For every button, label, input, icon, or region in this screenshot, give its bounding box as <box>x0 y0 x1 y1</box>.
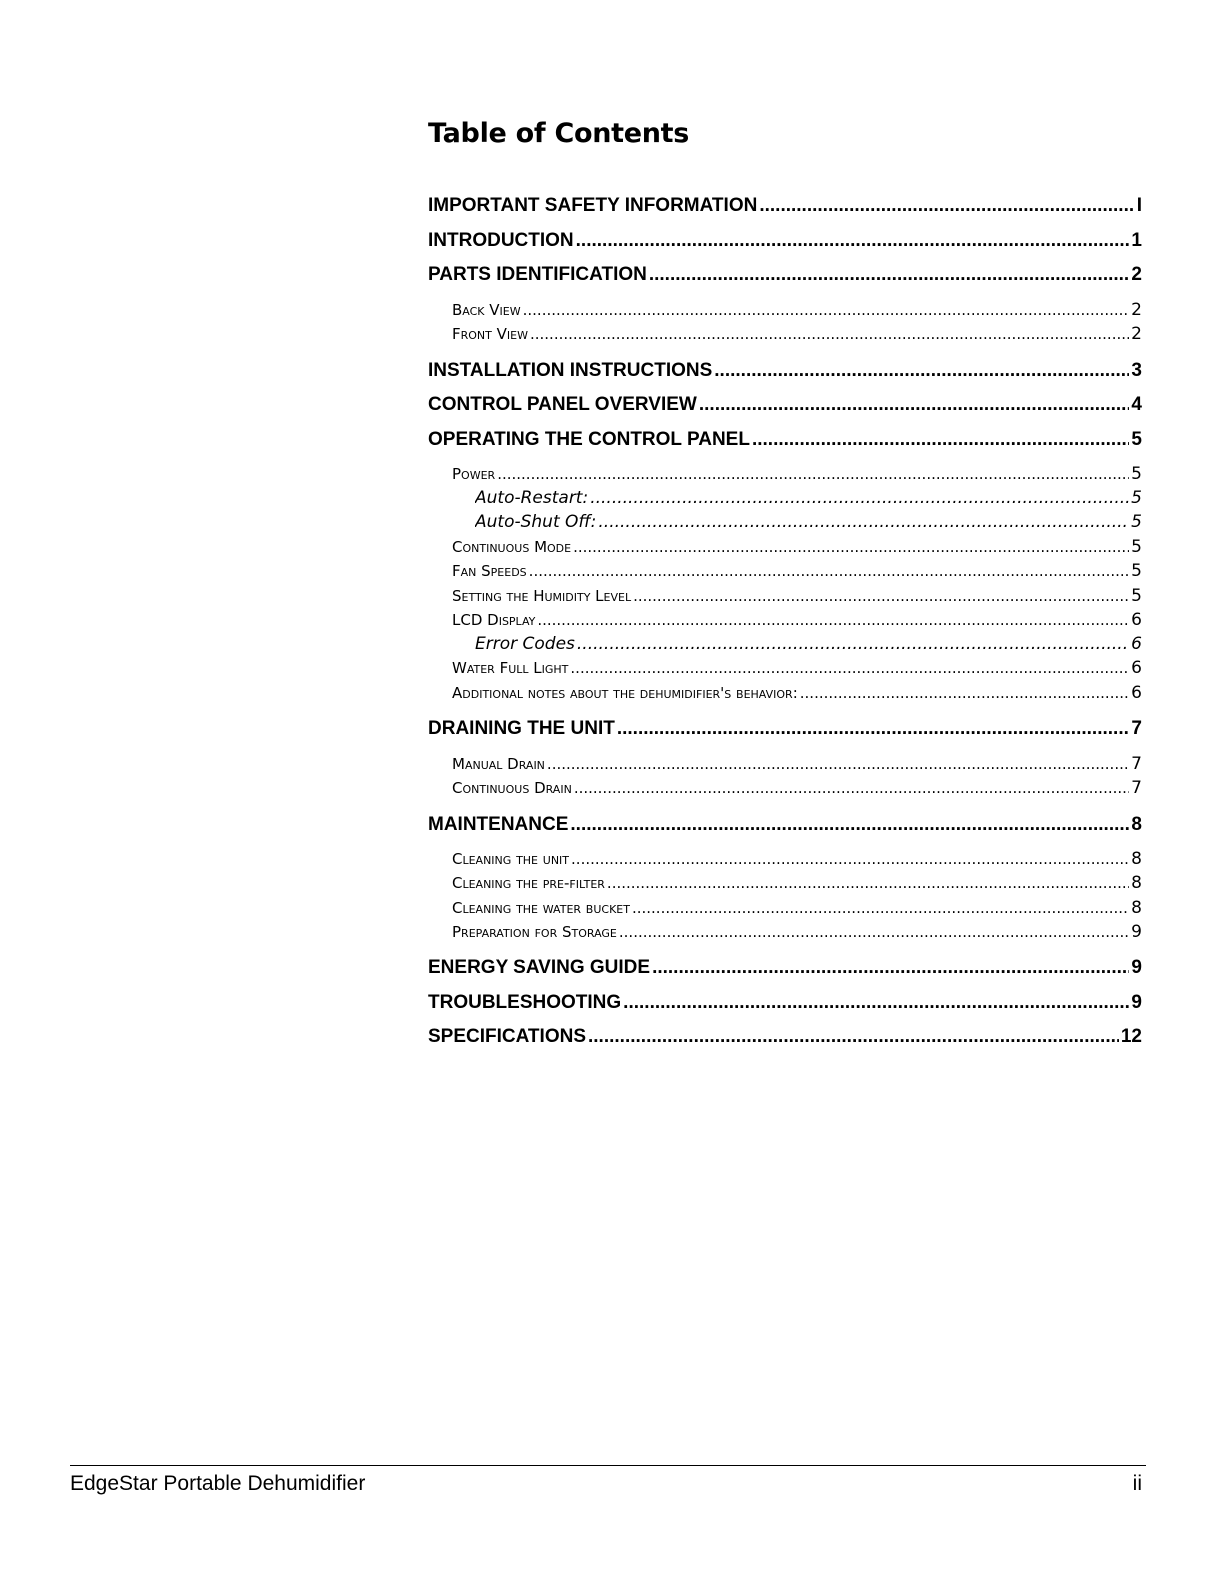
dot-leader <box>590 488 1129 508</box>
toc-entry-label: INSTALLATION INSTRUCTIONS <box>428 360 713 381</box>
dot-leader <box>574 779 1129 797</box>
toc-entry-label: TROUBLESHOOTING <box>428 992 622 1013</box>
dot-leader <box>547 755 1129 773</box>
toc-entry-label: Cleaning the pre-filter <box>452 874 605 892</box>
toc-entry-label: ENERGY SAVING GUIDE <box>428 957 651 978</box>
dot-leader <box>529 562 1130 580</box>
toc-page-number: 7 <box>1131 778 1142 798</box>
toc-entry-label: Cleaning the water bucket <box>452 899 630 917</box>
toc-entry-auto-shut-off[interactable] <box>475 512 1142 534</box>
toc-entry-power[interactable] <box>452 464 1142 486</box>
dot-leader <box>714 360 1129 382</box>
toc-entry-label: Back View <box>452 301 521 319</box>
dot-leader <box>752 429 1129 451</box>
toc-page-number: 7 <box>1131 754 1142 774</box>
dot-leader <box>577 634 1129 654</box>
toc-entry-cleaning-the-pre-filter[interactable] <box>452 873 1142 895</box>
toc-page-number: 1 <box>1131 230 1142 251</box>
toc-entry-introduction[interactable] <box>428 230 1142 254</box>
toc-entry-cleaning-the-unit[interactable] <box>452 849 1142 871</box>
toc-page-number: 5 <box>1131 561 1142 581</box>
toc-entry-setting-the-humidity-level[interactable] <box>452 586 1142 608</box>
toc-page-number: 5 <box>1131 537 1142 557</box>
toc-page-number: 5 <box>1131 464 1142 484</box>
dot-leader <box>588 1026 1119 1048</box>
toc-entry-label: Cleaning the unit <box>452 850 570 868</box>
toc-page-number: 5 <box>1131 512 1142 532</box>
toc-page-number: 5 <box>1131 586 1142 606</box>
toc-entry-control-panel-overview[interactable] <box>428 394 1142 418</box>
toc-entry-specifications[interactable] <box>428 1026 1142 1050</box>
dot-leader <box>632 899 1129 917</box>
dot-leader <box>571 850 1129 868</box>
footer-page-number: ii <box>1132 1472 1142 1495</box>
toc-entry-troubleshooting[interactable] <box>428 992 1142 1016</box>
toc-page-number: 9 <box>1131 992 1142 1013</box>
toc-page-number: 8 <box>1131 849 1142 869</box>
toc-entry-label: Preparation for Storage <box>452 923 617 941</box>
dot-leader <box>573 538 1129 556</box>
dot-leader <box>576 230 1130 252</box>
toc-entry-error-codes[interactable] <box>475 634 1142 656</box>
toc-entry-label: Auto-Shut Off: <box>475 512 597 532</box>
toc-entry-label: PARTS IDENTIFICATION <box>428 264 647 285</box>
dot-leader <box>623 992 1129 1014</box>
toc-entry-cleaning-the-water-bucket[interactable] <box>452 898 1142 920</box>
toc-page-number: 8 <box>1131 814 1142 835</box>
toc-page-number: 12 <box>1120 1026 1142 1047</box>
toc-entry-label: Error Codes <box>475 634 575 654</box>
toc-entry-maintenance[interactable] <box>428 814 1142 838</box>
toc-page-number: I <box>1136 195 1142 216</box>
toc-page-number: 9 <box>1131 922 1142 942</box>
toc-entry-label: Setting the Humidity Level <box>452 587 632 605</box>
toc-entry-label: Power <box>452 465 496 483</box>
toc-entry-label: Manual Drain <box>452 755 545 773</box>
toc-entry-label: INTRODUCTION <box>428 230 574 251</box>
dot-leader <box>537 611 1129 629</box>
toc-page-number: 6 <box>1131 634 1142 654</box>
toc-entry-energy-saving-guide[interactable] <box>428 957 1142 981</box>
toc-entry-label: Front View <box>452 325 528 343</box>
toc-page-number: 9 <box>1131 957 1142 978</box>
toc-entry-label: Fan Speeds <box>452 562 527 580</box>
toc-entry-preparation-for-storage[interactable] <box>452 922 1142 944</box>
toc-entry-additional-notes[interactable] <box>452 683 1142 705</box>
toc-entry-label: DRAINING THE UNIT <box>428 718 615 739</box>
toc-entry-continuous-drain[interactable] <box>452 778 1142 800</box>
toc-page-number: 8 <box>1131 898 1142 918</box>
dot-leader <box>617 718 1130 740</box>
toc-entry-label: MAINTENANCE <box>428 814 569 835</box>
toc-entry-draining-the-unit[interactable] <box>428 718 1142 742</box>
toc-entry-label: Water Full Light <box>452 659 569 677</box>
toc-page-number: 2 <box>1131 324 1142 344</box>
toc-entry-front-view[interactable] <box>452 324 1142 346</box>
dot-leader <box>607 874 1129 892</box>
dot-leader <box>800 684 1129 702</box>
toc-entry-back-view[interactable] <box>452 300 1142 322</box>
dot-leader <box>649 264 1130 286</box>
dot-leader <box>598 512 1129 532</box>
toc-entry-label: IMPORTANT SAFETY INFORMATION <box>428 195 758 216</box>
dot-leader <box>619 923 1129 941</box>
toc-page-number: 7 <box>1131 718 1142 739</box>
dot-leader <box>633 587 1129 605</box>
toc-page-number: 3 <box>1131 360 1142 381</box>
toc-entry-fan-speeds[interactable] <box>452 561 1142 583</box>
toc-entry-parts-identification[interactable] <box>428 264 1142 288</box>
dot-leader <box>699 394 1130 416</box>
dot-leader <box>570 659 1129 677</box>
dot-leader <box>759 195 1134 217</box>
toc-page-number: 8 <box>1131 873 1142 893</box>
toc-entry-continuous-mode[interactable] <box>452 537 1142 559</box>
toc-page-number: 2 <box>1131 264 1142 285</box>
toc-page-number: 2 <box>1131 300 1142 320</box>
toc-page-number: 6 <box>1131 658 1142 678</box>
toc-entry-installation-instructions[interactable] <box>428 360 1142 384</box>
dot-leader <box>497 465 1129 483</box>
page-title: Table of Contents <box>428 118 690 149</box>
dot-leader <box>530 325 1129 343</box>
toc-entry-label: LCD Display <box>452 611 536 629</box>
toc-entry-label: SPECIFICATIONS <box>428 1026 586 1047</box>
toc-entry-auto-restart[interactable] <box>475 488 1142 510</box>
dot-leader <box>570 814 1129 836</box>
toc-entry-label: OPERATING THE CONTROL PANEL <box>428 429 750 450</box>
toc-page-number: 5 <box>1131 429 1142 450</box>
toc-page-number: 6 <box>1131 683 1142 703</box>
toc-page-number: 5 <box>1131 488 1142 508</box>
toc-entry-label: Additional notes about the dehumidifier's behavior: <box>452 684 798 702</box>
dot-leader <box>652 957 1129 979</box>
toc-entry-label: Auto-Restart: <box>475 488 589 508</box>
toc-entry-manual-drain[interactable] <box>452 754 1142 776</box>
toc-entry-label: Continuous Mode <box>452 538 572 556</box>
toc-entry-operating-the-control-panel[interactable] <box>428 429 1142 453</box>
dot-leader <box>523 301 1130 319</box>
toc-page-number: 6 <box>1131 610 1142 630</box>
toc-entry-water-full-light[interactable] <box>452 658 1142 680</box>
toc-page-number: 4 <box>1131 394 1142 415</box>
toc-entry-label: Continuous Drain <box>452 779 572 797</box>
toc-entry-important-safety-information[interactable] <box>428 195 1142 219</box>
footer-divider <box>70 1465 1146 1466</box>
toc-entry-lcd-display[interactable] <box>452 610 1142 632</box>
footer-document-title: EdgeStar Portable Dehumidifier <box>70 1472 366 1495</box>
toc-entry-label: CONTROL PANEL OVERVIEW <box>428 394 697 415</box>
